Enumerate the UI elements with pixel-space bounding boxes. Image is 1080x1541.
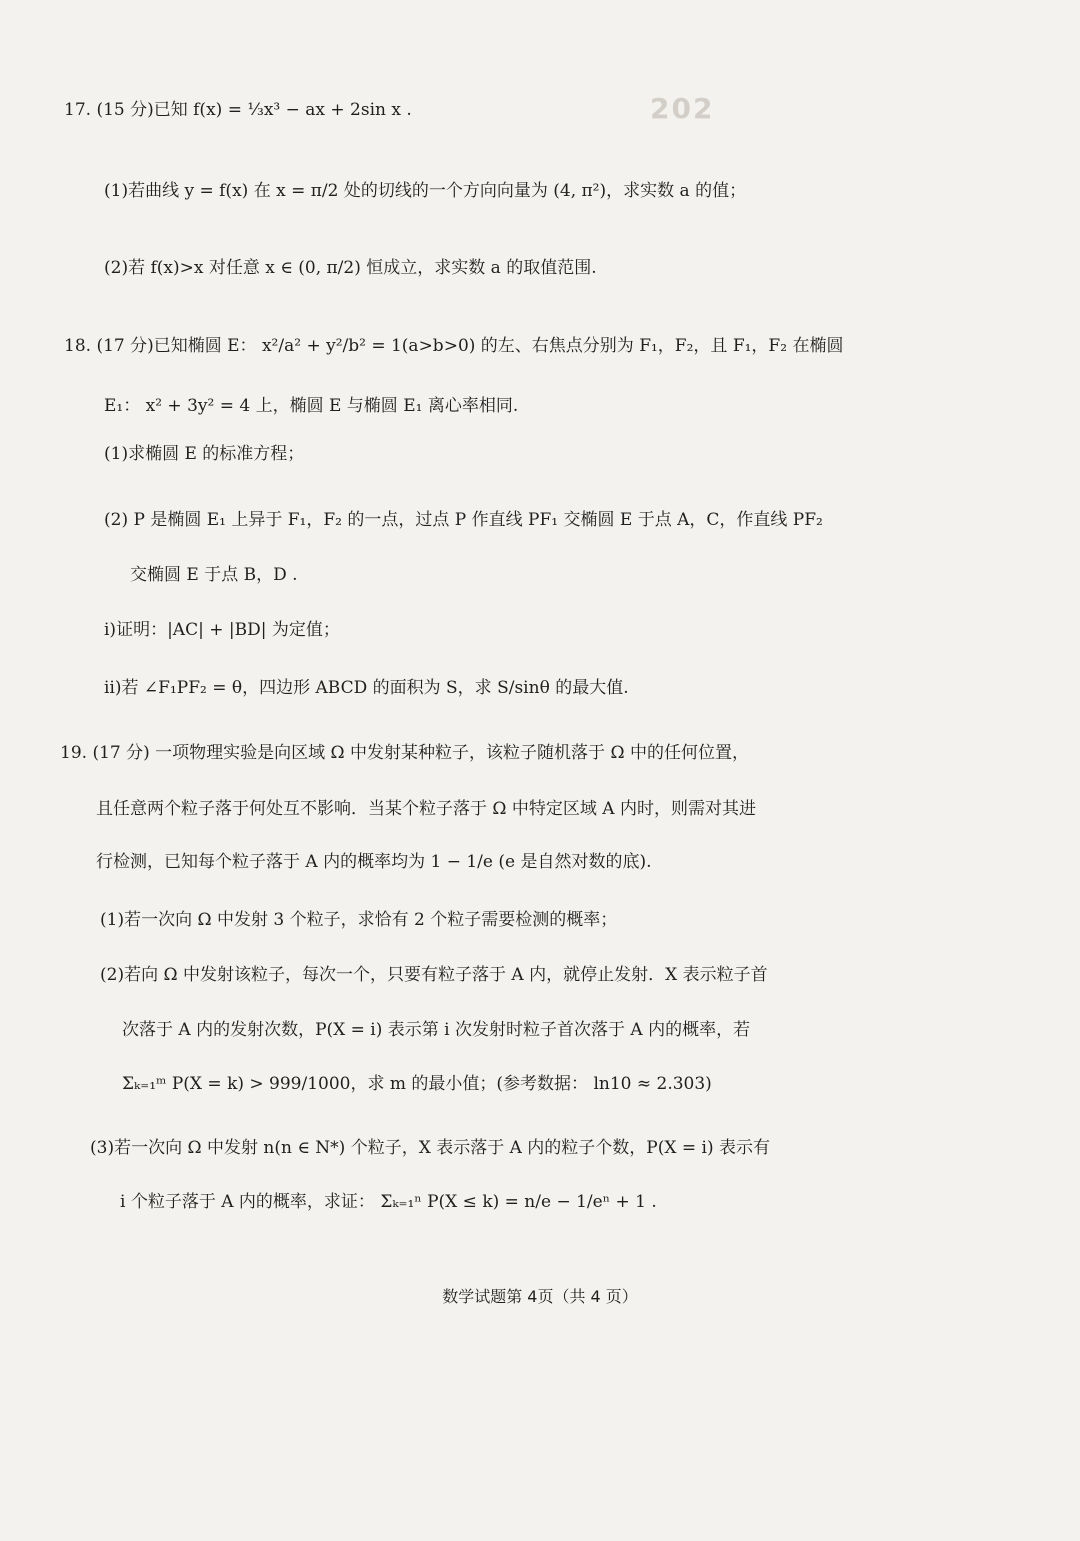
problem-17-statement: 17. (15 分)已知 f(x) = ⅓x³ − ax + 2sin x .	[64, 100, 412, 120]
problem-18-part-2-cont: 交椭圆 E 于点 B，D .	[130, 565, 298, 585]
problem-18-statement: 18. (17 分)已知椭圆 E： x²/a² + y²/b² = 1(a>b>0) 的左、右焦点分别为 F₁，F₂，且 F₁，F₂ 在椭圆	[64, 336, 844, 356]
problem-19-part-2-cont: 次落于 A 内的发射次数，P(X = i) 表示第 i 次发射时粒子首次落于 A 内的概率，若	[122, 1020, 751, 1040]
problem-19-statement: 19. (17 分) 一项物理实验是向区域 Ω 中发射某种粒子，该粒子随机落于 Ω 中的任何位置，	[60, 743, 749, 763]
problem-19-statement-cont-1: 且任意两个粒子落于何处互不影响．当某个粒子落于 Ω 中特定区域 A 内时，则需对其进	[96, 799, 756, 819]
problem-18-part-2-i: ⅰ)证明：|AC| + |BD| 为定值；	[104, 620, 340, 640]
problem-19-part-2-condition: Σₖ₌₁ᵐ P(X = k) > 999/1000，求 m 的最小值；(参考数据： ln10 ≈ 2.303)	[122, 1074, 712, 1094]
problem-18-statement-cont: E₁： x² + 3y² = 4 上，椭圆 E 与椭圆 E₁ 离心率相同.	[104, 396, 519, 416]
problem-19-statement-cont-2: 行检测，已知每个粒子落于 A 内的概率均为 1 − 1/e (e 是自然对数的底).	[96, 852, 652, 872]
problem-19-part-3: (3)若一次向 Ω 中发射 n(n ∈ N*) 个粒子，X 表示落于 A 内的粒子个数，P(X = i) 表示有	[90, 1138, 771, 1158]
problem-18-part-2: (2) P 是椭圆 E₁ 上异于 F₁，F₂ 的一点，过点 P 作直线 PF₁ 交椭圆 E 于点 A，C，作直线 PF₂	[104, 510, 823, 530]
problem-19-part-3-cont: i 个粒子落于 A 内的概率，求证： Σₖ₌₁ⁿ P(X ≤ k) = n/e − 1/eⁿ + 1 .	[120, 1192, 657, 1212]
problem-19-part-1: (1)若一次向 Ω 中发射 3 个粒子，求恰有 2 个粒子需要检测的概率；	[100, 910, 618, 930]
bleed-through-text: 202	[650, 92, 715, 125]
problem-18-part-1: (1)求椭圆 E 的标准方程；	[104, 444, 305, 464]
problem-18-part-2-ii: ⅱ)若 ∠F₁PF₂ = θ，四边形 ABCD 的面积为 S，求 S/sinθ 的最大值.	[104, 678, 629, 698]
page-footer: 数学试题第 4页（共 4 页）	[442, 1287, 638, 1306]
problem-17-part-1: (1)若曲线 y = f(x) 在 x = π/2 处的切线的一个方向向量为 (4, π²)，求实数 a 的值；	[104, 181, 747, 201]
problem-17-part-2: (2)若 f(x)>x 对任意 x ∈ (0, π/2) 恒成立，求实数 a 的取值范围.	[104, 258, 597, 278]
problem-19-part-2: (2)若向 Ω 中发射该粒子，每次一个，只要有粒子落于 A 内，就停止发射．X 表示粒子首	[100, 965, 768, 985]
